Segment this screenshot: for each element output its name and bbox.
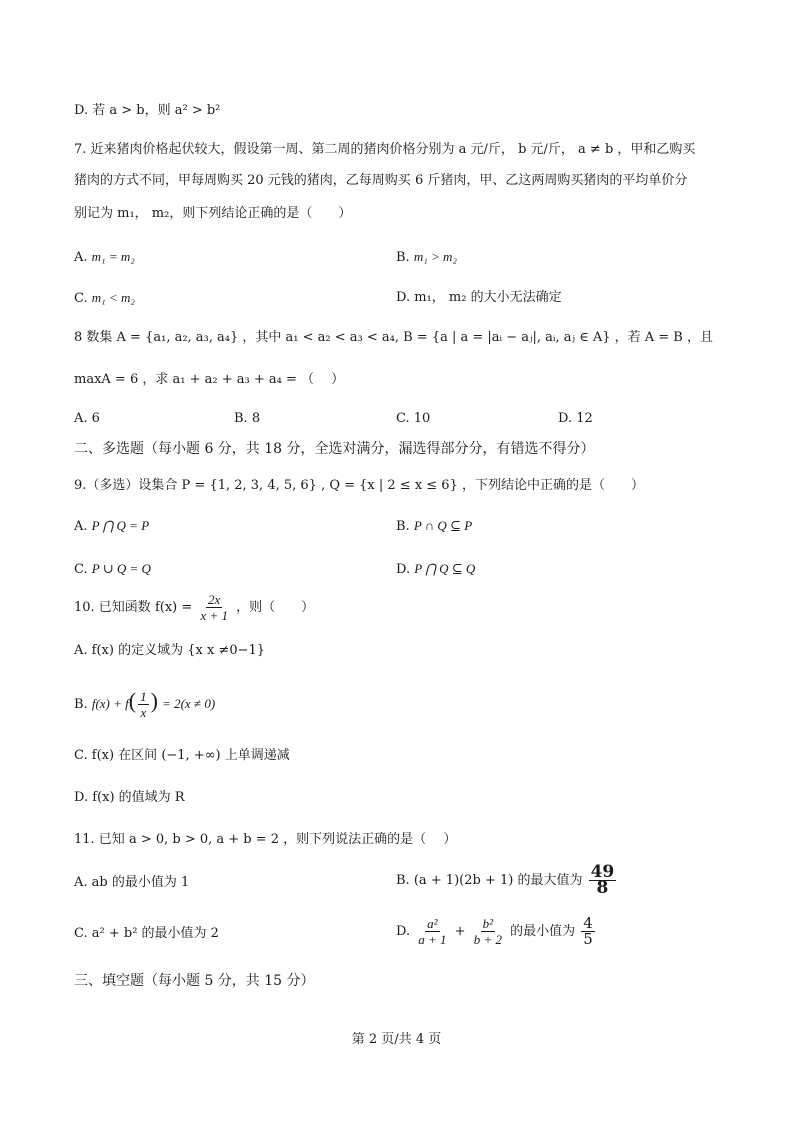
option-text: (a + 1)(2b + 1) 的最大值为 bbox=[413, 873, 583, 888]
fraction bbox=[416, 916, 448, 947]
fraction bbox=[138, 689, 149, 720]
section-2-title: 二、多选题（每小题 6 分，共 18 分，全选对满分，漏选得部分分，有错选不得分） bbox=[74, 441, 595, 457]
q9-option-c bbox=[74, 560, 151, 579]
q11-option-c bbox=[74, 925, 219, 943]
fraction-denominator: a + 1 bbox=[418, 932, 447, 947]
option-label: A. bbox=[74, 643, 88, 658]
option-label: B. bbox=[396, 873, 410, 888]
q11-option-a bbox=[74, 874, 189, 892]
option-label: C. bbox=[74, 926, 88, 941]
option-text: P ∪ Q = Q bbox=[91, 561, 151, 576]
option-label: D. bbox=[396, 290, 411, 305]
fraction bbox=[581, 916, 595, 947]
fraction bbox=[589, 862, 617, 898]
q11-stem: 11. 已知 a > 0, b > 0, a + b = 2 ，则下列说法正确的是（ ） bbox=[74, 832, 457, 847]
q9-option-a bbox=[74, 517, 149, 536]
fraction-numerator: 4 bbox=[583, 914, 593, 932]
q7-option-d bbox=[396, 289, 562, 307]
option-text: f(x) 的定义域为 {x x ≠0−1} bbox=[91, 643, 266, 658]
option-label: C. bbox=[74, 562, 88, 577]
option-text: m₁ < m₂ bbox=[91, 290, 135, 305]
q7-option-a bbox=[74, 248, 135, 267]
q8-option-d: D. 12 bbox=[558, 411, 593, 426]
option-label: A. bbox=[74, 250, 88, 265]
q7-option-b bbox=[396, 248, 457, 267]
option-text: P ∩ Q ⊆ P bbox=[413, 518, 473, 533]
fraction-numerator: 2x bbox=[208, 592, 221, 607]
fraction-denominator: 8 bbox=[596, 878, 609, 898]
q8-option-a: A. 6 bbox=[74, 411, 100, 426]
option-text: f(x) 在区间 (−1, +∞) 上单调递减 bbox=[91, 748, 290, 763]
q8-option-b: B. 8 bbox=[234, 411, 261, 426]
option-label: C. bbox=[74, 748, 88, 763]
option-label: B. bbox=[74, 697, 88, 712]
option-text: f(x) + f bbox=[91, 696, 129, 711]
page-footer: 第 2 页/共 4 页 bbox=[351, 1032, 442, 1047]
q10-stem bbox=[74, 592, 314, 624]
option-text: 的最小值为 bbox=[510, 924, 576, 939]
q10-option-d bbox=[74, 789, 185, 807]
option-label: C. bbox=[74, 291, 88, 306]
plus-sign: + bbox=[454, 924, 466, 939]
fraction-denominator: 5 bbox=[583, 930, 593, 948]
option-label: B. bbox=[396, 250, 410, 265]
q9-option-b bbox=[396, 517, 472, 536]
option-text: a² + b² 的最小值为 2 bbox=[91, 926, 219, 941]
q7-stem-line3: 别记为 m₁， m₂，则下列结论正确的是（ ） bbox=[74, 206, 352, 221]
option-text: f(x) 的值域为 R bbox=[92, 790, 185, 805]
q9-option-d bbox=[396, 560, 475, 579]
q7-stem-line1: 7. 近来猪肉价格起伏较大，假设第一周、第二周的猪肉价格分别为 a 元/斤， b 元/斤， a ≠ b ，甲和乙购买 bbox=[74, 142, 696, 157]
q8-stem-line1: 8 数集 A = {a₁, a₂, a₃, a₄} ，其中 a₁ < a₂ < a₃ < a₄, B = {a | a = |aᵢ − aⱼ|, aᵢ, aⱼ ∈ A} ，若 A = B ，且 bbox=[74, 330, 713, 345]
q10-option-a bbox=[74, 642, 265, 660]
option-text: = 2(x ≠ 0) bbox=[162, 696, 216, 711]
stem-text: 10. 已知函数 f(x) = bbox=[74, 600, 193, 615]
option-text: m₁， m₂ 的大小无法确定 bbox=[414, 290, 562, 305]
q10-option-b: B. f(x) + f( $\frac{1}{x}$ ) = 2(x ≠ 0) bbox=[74, 688, 216, 720]
q8-option-c: C. 10 bbox=[396, 411, 431, 426]
fraction bbox=[198, 592, 230, 623]
option-text: P ⋂ Q ⊆ Q bbox=[414, 561, 476, 576]
option-label: A. bbox=[74, 519, 88, 534]
stem-text: ，则（ ） bbox=[236, 600, 315, 615]
fraction-denominator: x + 1 bbox=[200, 608, 228, 623]
q8-stem-line2: maxA = 6 ，求 a₁ + a₂ + a₃ + a₄ = （ ） bbox=[74, 372, 345, 387]
fraction-denominator: x bbox=[140, 705, 147, 720]
option-text: m₁ > m₂ bbox=[413, 249, 457, 264]
option-label: A. bbox=[74, 875, 88, 890]
fraction-numerator: b² bbox=[482, 916, 494, 931]
fraction-denominator: b + 2 bbox=[473, 932, 502, 947]
q7-option-c bbox=[74, 289, 135, 308]
q9-stem: 9.（多选）设集合 P = {1, 2, 3, 4, 5, 6} , Q = {x | 2 ≤ x ≤ 6} ，下列结论中正确的是（ ） bbox=[74, 478, 644, 493]
fraction bbox=[472, 916, 504, 947]
option-text: P ⋂ Q = P bbox=[91, 518, 150, 533]
fraction-numerator: a² bbox=[427, 916, 438, 931]
option-label: D. bbox=[74, 790, 89, 805]
fraction-numerator: 49 bbox=[590, 862, 615, 882]
q11-option-b bbox=[396, 864, 618, 898]
option-label: D. bbox=[396, 924, 411, 939]
q10-option-c bbox=[74, 747, 290, 765]
q6-option-d bbox=[74, 102, 220, 120]
option-text: m₁ = m₂ bbox=[91, 249, 135, 264]
option-label: D. bbox=[396, 562, 411, 577]
q11-option-d bbox=[396, 912, 597, 952]
option-label: B. bbox=[396, 519, 410, 534]
fraction-numerator: 1 bbox=[140, 689, 147, 704]
option-text: ab 的最小值为 1 bbox=[91, 875, 190, 890]
q7-stem-line2: 猪肉的方式不同，甲每周购买 20 元钱的猪肉，乙每周购买 6 斤猪肉，甲、乙这两周购买猪肉的平均单价分 bbox=[74, 173, 688, 188]
option-label: D. bbox=[74, 103, 89, 118]
section-3-title: 三、填空题（每小题 5 分，共 15 分） bbox=[74, 973, 315, 989]
option-text: 若 a > b，则 a² > b² bbox=[92, 103, 221, 118]
